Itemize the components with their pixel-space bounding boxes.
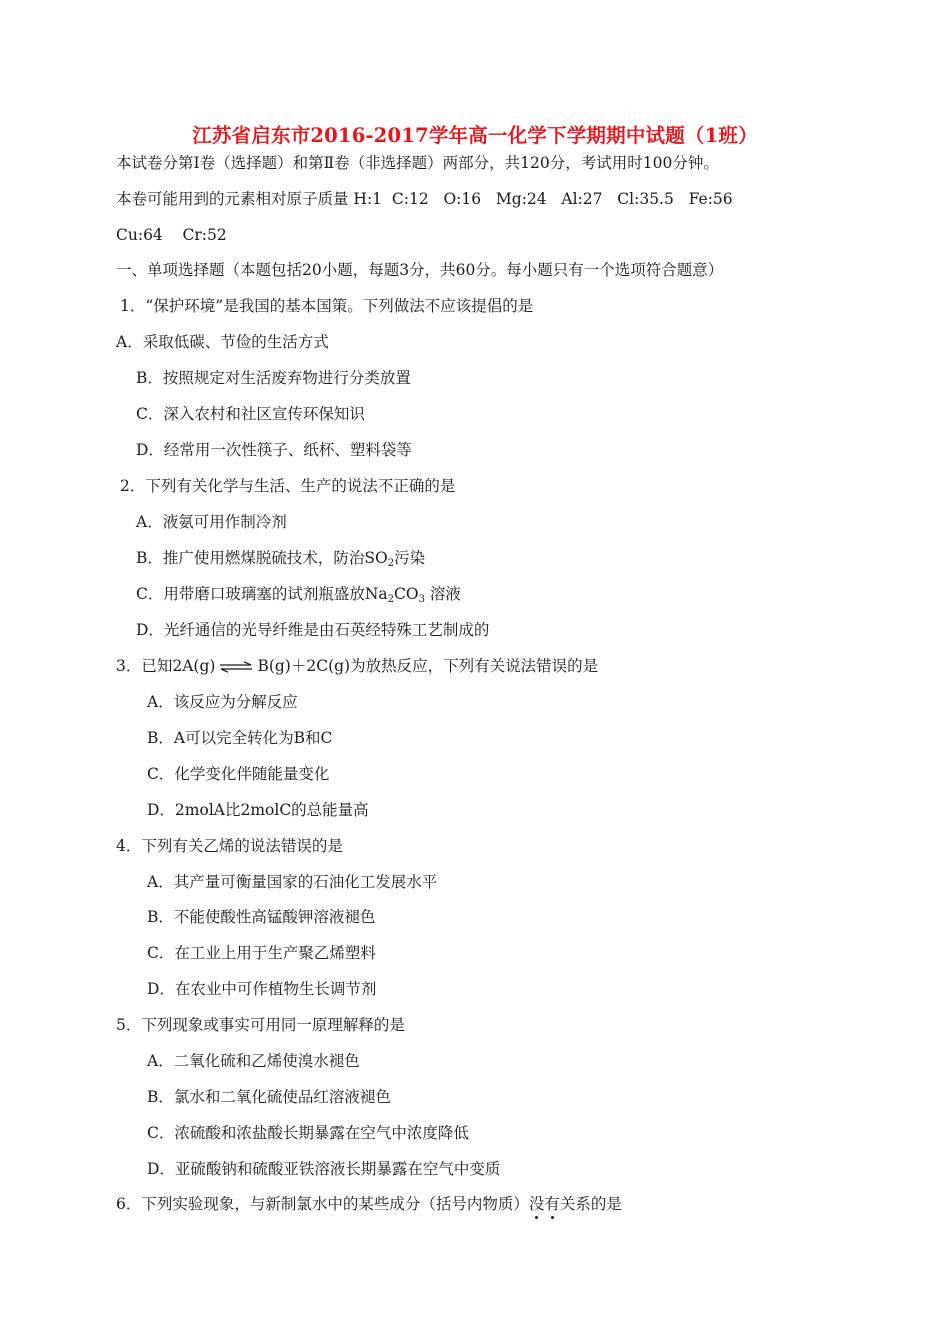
q2-stem: 2．下列有关化学与生活、生产的说法不正确的是 bbox=[120, 477, 456, 495]
q3-option-a: A．该反应为分解反应 bbox=[147, 693, 298, 711]
q4-option-d: D．在农业中可作植物生长调节剂 bbox=[147, 980, 377, 998]
q1-stem: 1．“保护环境”是我国的基本国策。下列做法不应该提倡的是 bbox=[120, 297, 534, 315]
q6-emphasis-char-2: 有 bbox=[544, 1195, 560, 1213]
q3-option-b: B．A可以完全转化为B和C bbox=[147, 729, 333, 747]
q2-option-c-text: C．用带磨口玻璃塞的试剂瓶盛放Na bbox=[136, 585, 388, 603]
q1-option-c: C．深入农村和社区宣传环保知识 bbox=[136, 405, 365, 423]
q5-option-b: B．氯水和二氧化硫使品红溶液褪色 bbox=[147, 1088, 391, 1106]
q1-option-d: D．经常用一次性筷子、纸杯、塑料袋等 bbox=[136, 441, 412, 459]
q5-option-c: C．浓硫酸和浓盐酸长期暴露在空气中浓度降低 bbox=[147, 1124, 469, 1142]
q6-stem bbox=[116, 1194, 622, 1214]
q1-option-a: A．采取低碳、节俭的生活方式 bbox=[116, 333, 329, 351]
q2-option-a: A．液氨可用作制冷剂 bbox=[136, 513, 287, 531]
q3-stem-start: 3．已知2A(g) bbox=[116, 657, 216, 675]
q2-option-c-subscript-1: 2 bbox=[387, 594, 395, 605]
q3-option-c: C．化学变化伴随能量变化 bbox=[147, 765, 330, 783]
q3-stem bbox=[116, 656, 598, 676]
q6-stem-end: 关系的是 bbox=[559, 1195, 622, 1213]
q6-emphasis-char-1: 没 bbox=[528, 1195, 545, 1213]
q4-stem: 4．下列有关乙烯的说法错误的是 bbox=[116, 837, 343, 855]
section-heading: 一、单项选择题（本题包括20小题，每题3分，共60分。每小题只有一个选项符合题意） bbox=[116, 261, 724, 279]
q2-option-b-subscript: 2 bbox=[387, 558, 395, 569]
q3-option-d: D．2molA比2molC的总能量高 bbox=[147, 801, 369, 819]
q4-option-c: C．在工业上用于生产聚乙烯塑料 bbox=[147, 944, 376, 962]
intro-line-3: Cu:64 Cr:52 bbox=[116, 226, 227, 244]
q2-option-c-subscript-2: 3 bbox=[418, 594, 425, 605]
q4-option-b: B．不能使酸性高锰酸钾溶液褪色 bbox=[147, 908, 376, 926]
q2-option-c bbox=[136, 584, 461, 610]
q5-option-a: A．二氧化硫和乙烯使溴水褪色 bbox=[147, 1052, 360, 1070]
exam-title: 江苏省启东市2016-2017学年高一化学下学期期中试题（1班） bbox=[192, 124, 758, 147]
intro-line-2: 本卷可能用到的元素相对原子质量 H:1 C:12 O:16 Mg:24 Al:27 Cl:35.5 Fe:56 bbox=[116, 190, 733, 208]
q4-option-a: A．其产量可衡量国家的石油化工发展水平 bbox=[147, 873, 438, 891]
q5-stem: 5．下列现象或事实可用同一原理解释的是 bbox=[116, 1016, 405, 1034]
q2-option-d: D．光纤通信的光导纤维是由石英经特殊工艺制成的 bbox=[136, 621, 490, 639]
q2-option-c-formula: CO bbox=[394, 585, 419, 603]
intro-line-1: 本试卷分第Ⅰ卷（选择题）和第Ⅱ卷（非选择题）两部分，共120分，考试用时100分钟。 bbox=[116, 154, 719, 172]
q5-option-d: D．亚硫酸钠和硫酸亚铁溶液长期暴露在空气中变质 bbox=[147, 1160, 501, 1178]
q2-option-b-tail: 污染 bbox=[394, 549, 426, 567]
q2-option-b bbox=[136, 548, 425, 574]
q2-option-b-text: B．推广使用燃煤脱硫技术，防治SO bbox=[136, 549, 388, 567]
q3-stem-end: B(g)＋2C(g)为放热反应，下列有关说法错误的是 bbox=[257, 657, 599, 675]
q6-stem-start: 6．下列实验现象，与新制氯水中的某些成分（括号内物质） bbox=[116, 1195, 529, 1213]
q1-option-b: B．按照规定对生活废弃物进行分类放置 bbox=[136, 369, 411, 387]
equilibrium-arrow-icon bbox=[219, 661, 253, 673]
q2-option-c-tail: 溶液 bbox=[425, 585, 461, 603]
